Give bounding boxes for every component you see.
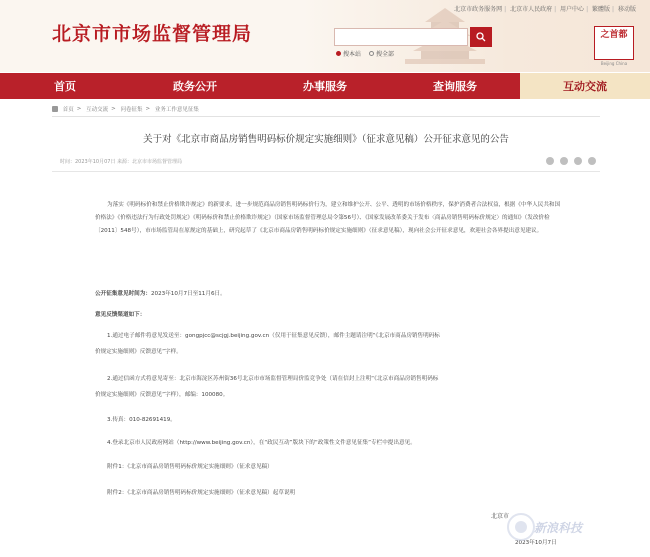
period-value: 2023年10月7日至11月6日。 bbox=[150, 291, 226, 297]
capital-emblem-logo: 之首都 bbox=[594, 26, 634, 60]
breadcrumb-opinion[interactable]: 业务工作意见征集 bbox=[154, 107, 199, 113]
period-line bbox=[95, 289, 575, 297]
divider bbox=[52, 116, 600, 117]
article-title: 关于对《北京市商品房销售明码标价规定实施细则》（征求意见稿）公开征求意见的公告 bbox=[143, 134, 509, 145]
channel-mail-line1: 2.通过信函方式将意见寄至：北京市海淀区苏州街36号北京市市场监督管理局价监竞争处（请在信封上注明“《北京市商品房销售明码标 bbox=[107, 376, 439, 382]
search-scope bbox=[336, 49, 400, 58]
channel-fax: 3.传真：010-82691419。 bbox=[107, 417, 176, 423]
attachment-1-link[interactable]: 附件1：《北京市商品房销售明码标价规定实施细则》（征求意见稿） bbox=[107, 464, 273, 470]
divider bbox=[52, 171, 600, 172]
share-qq-icon[interactable] bbox=[574, 157, 582, 165]
scope-site-label: 搜本站 bbox=[343, 51, 362, 58]
channel-mail-line2: 价规定实施细则》反馈意见”字样），邮编：100080。 bbox=[95, 392, 229, 398]
search-input[interactable] bbox=[334, 28, 468, 46]
share-wechat-icon[interactable] bbox=[546, 157, 554, 165]
print-icon[interactable] bbox=[588, 157, 596, 165]
breadcrumb-home[interactable]: 首页 bbox=[62, 107, 74, 113]
nav-gov-affairs[interactable]: 政务公开 bbox=[173, 80, 217, 93]
scope-all-label: 搜全部 bbox=[375, 51, 394, 58]
top-link-gov-service[interactable]: 北京市政务服务网 bbox=[454, 6, 503, 13]
channel-email-line2: 价规定实施细则》反馈意见”字样。 bbox=[95, 349, 182, 355]
attachment-2-link[interactable]: 附件2：《北京市商品房销售明码标价规定实施细则》（征求意见稿）起草说明 bbox=[107, 490, 296, 496]
nav-home[interactable]: 首页 bbox=[54, 80, 76, 93]
top-link-traditional[interactable]: 繁體版 bbox=[592, 6, 611, 13]
article-paragraph: 为落实《明码标价和禁止价格欺诈规定》的新要求，进一步规范商品房销售明码标价行为，建立和维护公开、公平、透明的市场价格秩序，保护消费者合法权益，根据《中华人民共和国价格法》《价格违法行为行政处罚规定》《明码标价和禁止价格欺诈规定》（国家市场监督管理总局令第56号）、《国家发展改革委关于发布〈商品房销售明码标价规定〉的通知》（发改价检〔2011〕548号），市市场监管局在原规定的基础上，研究起草了《北京市商品房销售明码标价规定实施细则》（征求意见稿），现向社会公开征求意见，欢迎社会各界提出意见建议。 bbox=[95, 202, 561, 234]
channel-email-line1: 1.通过电子邮件将意见发送至：gongpjcc@scjgj.beijing.gov.cn（仅用于征集意见反馈），邮件主题请注明“《北京市商品房销售明码标 bbox=[107, 333, 440, 339]
breadcrumb-interaction[interactable]: 互动交流 bbox=[86, 107, 109, 113]
emblem-subtitle: Beijing China bbox=[600, 61, 628, 66]
top-link-mobile[interactable]: 移动版 bbox=[617, 6, 636, 13]
share-weibo-icon[interactable] bbox=[560, 157, 568, 165]
breadcrumb: 首页 > 互动交流 > 问卷征集 > 业务工作意见征集 bbox=[52, 105, 199, 113]
top-link-gov[interactable]: 北京市人民政府 bbox=[510, 6, 553, 13]
watermark-text: 新浪科技 bbox=[534, 521, 583, 535]
nav-query[interactable]: 查询服务 bbox=[433, 80, 477, 93]
search-button[interactable] bbox=[470, 27, 492, 47]
top-links: 北京市政务服务网 | 北京市人民政府 | 用户中心 | 繁體版 | 移动版 bbox=[454, 6, 636, 13]
scope-site-radio[interactable] bbox=[336, 51, 341, 56]
nav-interaction[interactable]: 互动交流 bbox=[520, 73, 650, 99]
home-icon bbox=[52, 106, 58, 112]
publish-date: 2023年10月7日 bbox=[515, 540, 557, 546]
breadcrumb-survey[interactable]: 问卷征集 bbox=[120, 107, 143, 113]
site-header bbox=[0, 0, 650, 72]
article-meta bbox=[52, 158, 600, 168]
main-nav bbox=[0, 73, 650, 99]
nav-services[interactable]: 办事服务 bbox=[303, 80, 347, 93]
site-title[interactable]: 北京市市场监督管理局 bbox=[52, 23, 253, 45]
period-label: 公开征集意见时间为： bbox=[95, 291, 151, 297]
top-link-user-center[interactable]: 用户中心 bbox=[560, 6, 585, 13]
article-meta-text: 时间：2023年10月07日 来源：北京市市场监督管理局 bbox=[60, 159, 183, 165]
scope-all-radio[interactable] bbox=[369, 51, 374, 56]
share-icons bbox=[546, 157, 596, 165]
channels-label: 意见反馈渠道如下： bbox=[95, 312, 146, 318]
signature: 北京市 bbox=[491, 513, 510, 520]
search-icon bbox=[476, 32, 486, 42]
channel-website: 4.登录北京市人民政府网站（http://www.beijing.gov.cn），在“政民互动”版块下的“政策性文件意见征集”专栏中提出意见。 bbox=[107, 440, 416, 446]
